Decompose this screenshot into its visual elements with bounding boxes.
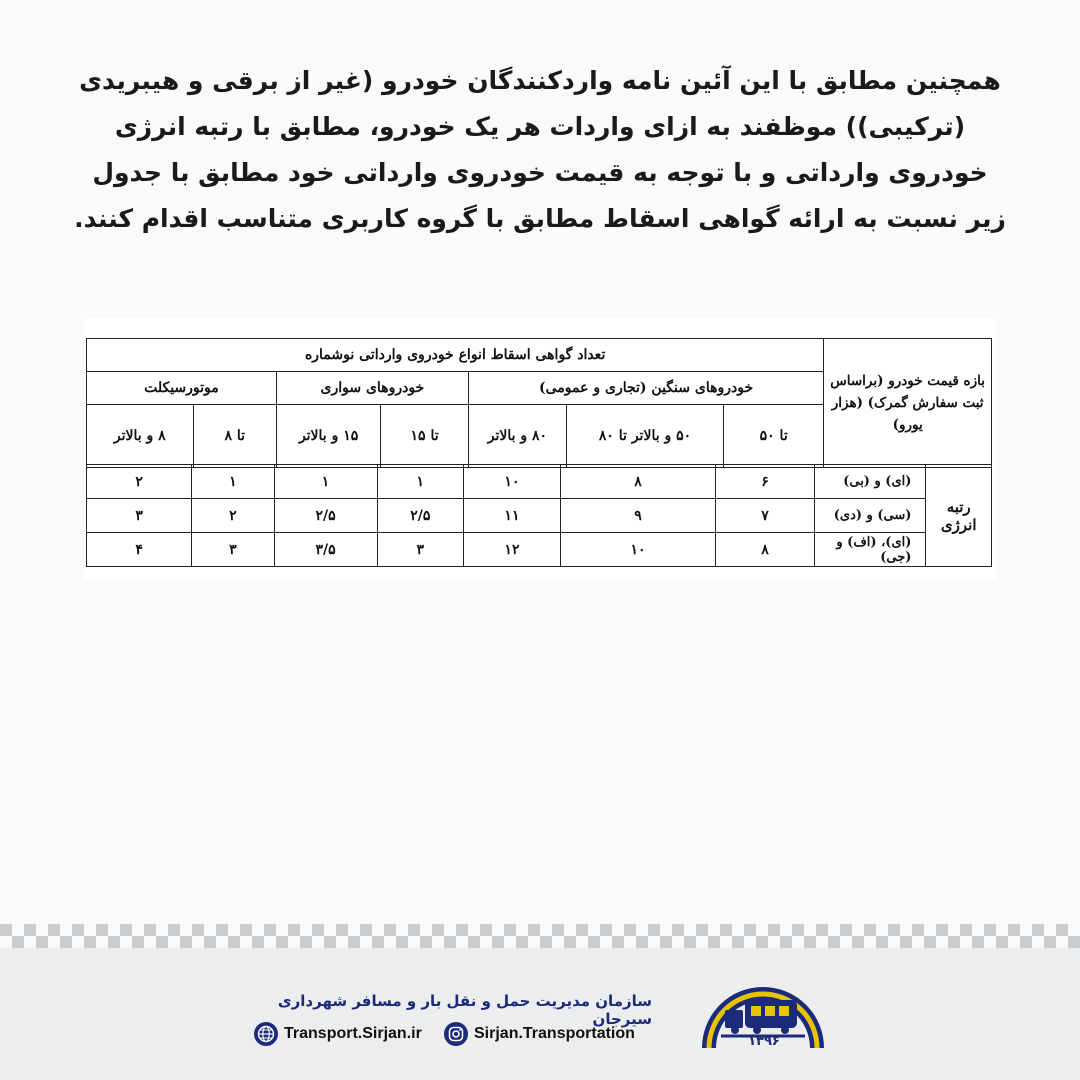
scrap-certificate-table-body bbox=[86, 464, 992, 567]
col-moto-2: ۸ و بالاتر bbox=[87, 405, 194, 468]
organization-name: سازمان مدیریت حمل و نقل بار و مسافر شهرداری سیرجان bbox=[277, 992, 652, 1028]
table-row bbox=[87, 465, 992, 499]
table-row bbox=[87, 533, 992, 567]
instagram-text: Sirjan.Transportation bbox=[474, 1025, 635, 1042]
scanned-table-image bbox=[84, 318, 996, 580]
checkered-divider bbox=[0, 924, 1080, 948]
energy-class: (ای)، (اف) و (جی) bbox=[814, 533, 925, 567]
website-link[interactable] bbox=[254, 1020, 422, 1048]
price-range-header: بازه قیمت خودرو (براساس ثبت سفارش گمرک) (هزار یورو) bbox=[824, 339, 992, 468]
scrap-certificate-table bbox=[86, 338, 992, 468]
table-cell: ۹ bbox=[560, 499, 715, 533]
heavy-vehicles-header: خودروهای سنگین (تجاری و عمومی) bbox=[468, 372, 823, 405]
table-cell: ۱۲ bbox=[464, 533, 561, 567]
energy-class: (ای) و (بی) bbox=[814, 465, 925, 499]
table-cell: ۱۰ bbox=[464, 465, 561, 499]
instagram-icon bbox=[444, 1022, 468, 1046]
instagram-link[interactable] bbox=[444, 1020, 635, 1048]
col-car-2: ۱۵ و بالاتر bbox=[276, 405, 380, 468]
table-row bbox=[87, 499, 992, 533]
table-cell: ۱۰ bbox=[560, 533, 715, 567]
logo-year: ۱۳۹۶ bbox=[748, 1034, 780, 1049]
table-cell: ۲/۵ bbox=[377, 499, 463, 533]
globe-icon bbox=[254, 1022, 278, 1046]
main-header: تعداد گواهی اسقاط انواع خودروی وارداتی نوشماره bbox=[87, 339, 824, 372]
website-text: Transport.Sirjan.ir bbox=[284, 1025, 422, 1042]
table-cell: ۳ bbox=[192, 533, 274, 567]
col-heavy-1: تا ۵۰ bbox=[724, 405, 824, 468]
intro-paragraph: همچنین مطابق با این آئین نامه واردکنندگان خودرو (غیر از برقی و هیبریدی (ترکیبی)) موظفند به ازای واردات هر یک خودرو، مطابق با رتبه انرژی خودروی وارداتی و با توجه به قیمت خودروی وارداتی خود مطابق با جدول زیر نسبت به ارائه گواهی اسقاط مطابق با گروه کاربری متناسب اقدام کنند. bbox=[74, 66, 1006, 233]
table-cell: ۳ bbox=[377, 533, 463, 567]
col-moto-1: تا ۸ bbox=[193, 405, 276, 468]
table-cell: ۲/۵ bbox=[274, 499, 377, 533]
table-cell: ۸ bbox=[560, 465, 715, 499]
table-cell: ۲ bbox=[87, 465, 192, 499]
table-cell: ۱ bbox=[192, 465, 274, 499]
table-cell: ۶ bbox=[716, 465, 815, 499]
table-cell: ۳/۵ bbox=[274, 533, 377, 567]
motorcycle-header: موتورسیکلت bbox=[87, 372, 277, 405]
energy-rank-label: رتبه انرژی bbox=[926, 465, 992, 567]
col-heavy-3: ۸۰ و بالاتر bbox=[468, 405, 566, 468]
table-cell: ۷ bbox=[716, 499, 815, 533]
table-cell: ۱۱ bbox=[464, 499, 561, 533]
table-cell: ۲ bbox=[192, 499, 274, 533]
table-cell: ۴ bbox=[87, 533, 192, 567]
col-car-1: تا ۱۵ bbox=[381, 405, 469, 468]
table-cell: ۱ bbox=[274, 465, 377, 499]
table-cell: ۸ bbox=[716, 533, 815, 567]
passenger-cars-header: خودروهای سواری bbox=[276, 372, 468, 405]
energy-class: (سی) و (دی) bbox=[814, 499, 925, 533]
table-cell: ۳ bbox=[87, 499, 192, 533]
table-cell: ۱ bbox=[377, 465, 463, 499]
col-heavy-2: ۵۰ و بالاتر تا ۸۰ bbox=[566, 405, 723, 468]
